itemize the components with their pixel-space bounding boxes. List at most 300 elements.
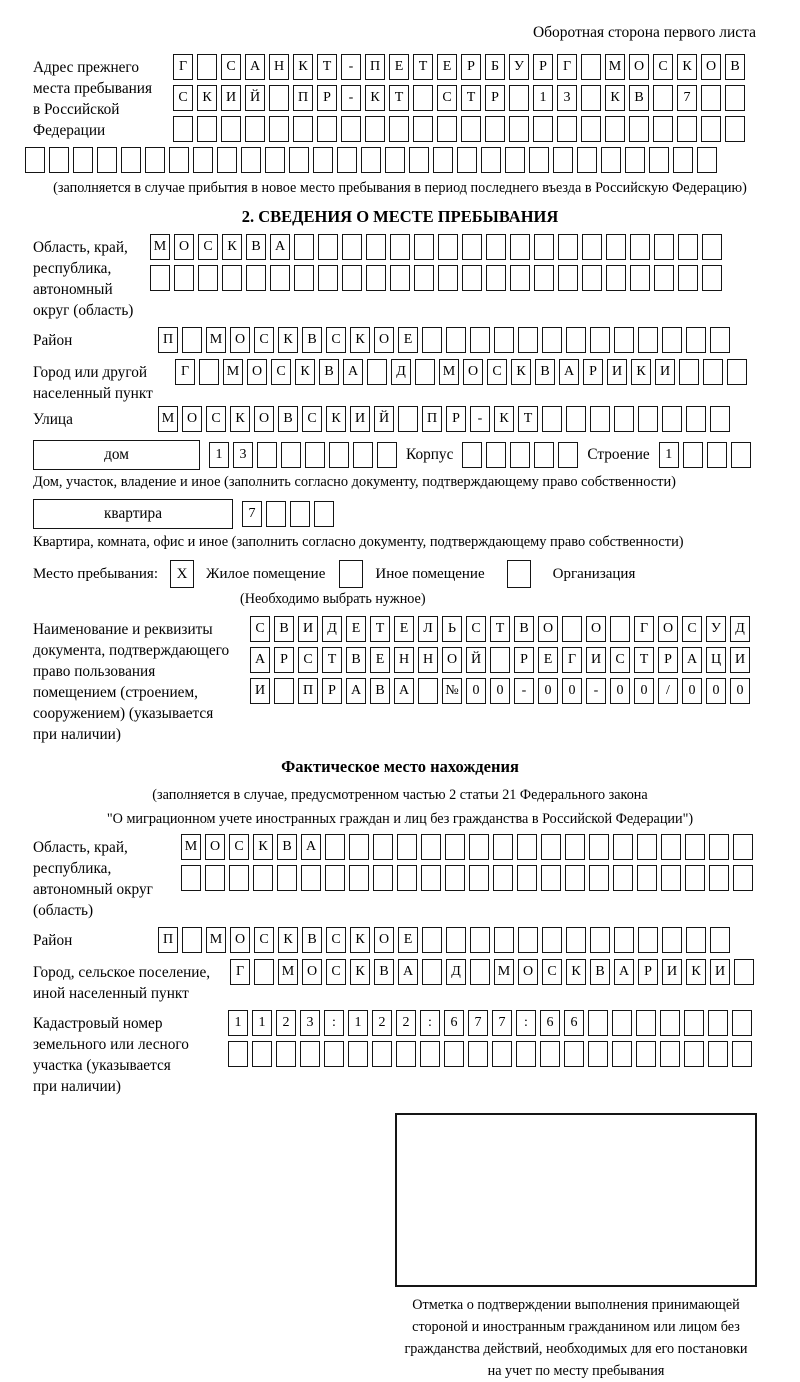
char-box[interactable]: 1 (209, 442, 229, 468)
char-box[interactable]: 1 (228, 1010, 248, 1036)
char-box[interactable]: К (278, 327, 298, 353)
char-box[interactable] (445, 834, 465, 860)
char-box[interactable] (469, 834, 489, 860)
char-box[interactable] (265, 147, 285, 173)
char-box[interactable] (481, 147, 501, 173)
char-box[interactable]: К (365, 85, 385, 111)
char-box[interactable]: А (682, 647, 702, 673)
char-box[interactable] (612, 1010, 632, 1036)
char-box[interactable] (174, 265, 194, 291)
char-box[interactable]: И (730, 647, 750, 673)
char-box[interactable] (589, 834, 609, 860)
char-box[interactable] (558, 234, 578, 260)
char-box[interactable]: Р (322, 678, 342, 704)
char-box[interactable] (581, 116, 601, 142)
char-box[interactable]: Т (413, 54, 433, 80)
char-box[interactable]: 3 (300, 1010, 320, 1036)
kvartira-type-box[interactable]: квартира (33, 499, 233, 529)
char-box[interactable] (637, 865, 657, 891)
char-box[interactable] (582, 234, 602, 260)
char-box[interactable] (562, 616, 582, 642)
char-box[interactable]: С (254, 327, 274, 353)
char-box[interactable]: С (250, 616, 270, 642)
char-box[interactable]: Е (346, 616, 366, 642)
char-box[interactable] (422, 927, 442, 953)
char-box[interactable]: К (350, 327, 370, 353)
char-box[interactable]: В (278, 406, 298, 432)
char-box[interactable]: М (494, 959, 514, 985)
char-box[interactable] (373, 834, 393, 860)
char-box[interactable]: В (374, 959, 394, 985)
char-box[interactable] (590, 406, 610, 432)
char-box[interactable] (660, 1041, 680, 1067)
char-box[interactable] (470, 927, 490, 953)
char-box[interactable]: Д (391, 359, 411, 385)
char-box[interactable] (540, 1041, 560, 1067)
char-box[interactable] (697, 147, 717, 173)
char-box[interactable]: 0 (682, 678, 702, 704)
char-box[interactable] (625, 147, 645, 173)
char-box[interactable] (614, 327, 634, 353)
char-box[interactable]: 0 (538, 678, 558, 704)
char-box[interactable]: 1 (252, 1010, 272, 1036)
char-box[interactable]: К (197, 85, 217, 111)
char-box[interactable]: В (302, 327, 322, 353)
char-box[interactable] (494, 927, 514, 953)
char-box[interactable]: 7 (242, 501, 262, 527)
char-box[interactable] (353, 442, 373, 468)
char-box[interactable]: О (658, 616, 678, 642)
char-box[interactable]: А (559, 359, 579, 385)
char-box[interactable] (605, 116, 625, 142)
char-box[interactable]: Е (398, 927, 418, 953)
char-box[interactable] (581, 85, 601, 111)
char-box[interactable] (581, 54, 601, 80)
char-box[interactable] (413, 85, 433, 111)
char-box[interactable] (421, 865, 441, 891)
char-box[interactable]: Г (175, 359, 195, 385)
char-box[interactable]: 0 (562, 678, 582, 704)
char-box[interactable]: 0 (466, 678, 486, 704)
char-box[interactable]: П (293, 85, 313, 111)
char-box[interactable]: Н (269, 54, 289, 80)
char-box[interactable]: Т (490, 616, 510, 642)
char-box[interactable] (325, 865, 345, 891)
char-box[interactable] (446, 927, 466, 953)
char-box[interactable] (708, 1010, 728, 1036)
char-box[interactable]: 6 (564, 1010, 584, 1036)
char-box[interactable]: - (341, 85, 361, 111)
char-box[interactable] (614, 927, 634, 953)
char-box[interactable]: - (470, 406, 490, 432)
char-box[interactable] (485, 116, 505, 142)
char-box[interactable] (361, 147, 381, 173)
char-box[interactable] (610, 616, 630, 642)
char-box[interactable]: 6 (540, 1010, 560, 1036)
char-box[interactable] (505, 147, 525, 173)
char-box[interactable] (565, 865, 585, 891)
char-box[interactable]: К (686, 959, 706, 985)
char-box[interactable] (169, 147, 189, 173)
char-box[interactable]: Р (317, 85, 337, 111)
char-box[interactable] (349, 834, 369, 860)
char-box[interactable] (732, 1041, 752, 1067)
char-box[interactable] (274, 678, 294, 704)
char-box[interactable] (541, 865, 561, 891)
char-box[interactable] (701, 116, 721, 142)
char-box[interactable]: П (158, 927, 178, 953)
char-box[interactable] (396, 1041, 416, 1067)
char-box[interactable] (509, 85, 529, 111)
char-box[interactable] (49, 147, 69, 173)
char-box[interactable] (606, 265, 626, 291)
char-box[interactable] (266, 501, 286, 527)
char-box[interactable]: К (253, 834, 273, 860)
char-box[interactable]: А (398, 959, 418, 985)
char-box[interactable]: С (221, 54, 241, 80)
char-box[interactable]: А (343, 359, 363, 385)
char-box[interactable]: П (298, 678, 318, 704)
char-box[interactable] (348, 1041, 368, 1067)
checkbox-other-premises[interactable] (339, 560, 363, 588)
char-box[interactable]: Г (562, 647, 582, 673)
char-box[interactable] (606, 234, 626, 260)
char-box[interactable] (612, 1041, 632, 1067)
char-box[interactable]: Р (514, 647, 534, 673)
char-box[interactable]: С (682, 616, 702, 642)
char-box[interactable] (701, 85, 721, 111)
char-box[interactable] (390, 265, 410, 291)
char-box[interactable]: О (302, 959, 322, 985)
char-box[interactable] (679, 359, 699, 385)
char-box[interactable] (683, 442, 703, 468)
char-box[interactable] (582, 265, 602, 291)
char-box[interactable] (313, 147, 333, 173)
char-box[interactable]: С (206, 406, 226, 432)
char-box[interactable] (516, 1041, 536, 1067)
char-box[interactable] (397, 865, 417, 891)
char-box[interactable] (662, 927, 682, 953)
char-box[interactable]: Р (274, 647, 294, 673)
char-box[interactable]: В (535, 359, 555, 385)
char-box[interactable] (529, 147, 549, 173)
char-box[interactable]: 7 (468, 1010, 488, 1036)
char-box[interactable] (342, 265, 362, 291)
char-box[interactable]: Г (634, 616, 654, 642)
char-box[interactable] (217, 147, 237, 173)
char-box[interactable]: С (610, 647, 630, 673)
char-box[interactable] (518, 327, 538, 353)
char-box[interactable]: К (230, 406, 250, 432)
char-box[interactable]: Т (370, 616, 390, 642)
char-box[interactable] (342, 234, 362, 260)
char-box[interactable]: Т (461, 85, 481, 111)
char-box[interactable] (654, 265, 674, 291)
char-box[interactable]: В (319, 359, 339, 385)
char-box[interactable] (193, 147, 213, 173)
char-box[interactable] (270, 265, 290, 291)
char-box[interactable]: К (222, 234, 242, 260)
char-box[interactable]: М (158, 406, 178, 432)
char-box[interactable] (222, 265, 242, 291)
char-box[interactable] (566, 406, 586, 432)
char-box[interactable] (365, 116, 385, 142)
char-box[interactable] (510, 265, 530, 291)
char-box[interactable]: В (302, 927, 322, 953)
char-box[interactable]: Г (557, 54, 577, 80)
char-box[interactable] (290, 501, 310, 527)
char-box[interactable] (709, 865, 729, 891)
char-box[interactable] (510, 234, 530, 260)
char-box[interactable]: В (514, 616, 534, 642)
char-box[interactable] (553, 147, 573, 173)
char-box[interactable]: В (346, 647, 366, 673)
char-box[interactable] (421, 834, 441, 860)
char-box[interactable] (590, 327, 610, 353)
char-box[interactable] (397, 834, 417, 860)
char-box[interactable]: М (206, 327, 226, 353)
char-box[interactable] (518, 927, 538, 953)
char-box[interactable]: М (181, 834, 201, 860)
char-box[interactable]: О (463, 359, 483, 385)
char-box[interactable] (413, 116, 433, 142)
char-box[interactable] (493, 865, 513, 891)
char-box[interactable] (649, 147, 669, 173)
char-box[interactable]: И (586, 647, 606, 673)
char-box[interactable]: К (494, 406, 514, 432)
char-box[interactable] (734, 959, 754, 985)
char-box[interactable]: А (614, 959, 634, 985)
char-box[interactable]: Р (638, 959, 658, 985)
char-box[interactable] (415, 359, 435, 385)
char-box[interactable] (317, 116, 337, 142)
char-box[interactable] (398, 406, 418, 432)
char-box[interactable] (638, 927, 658, 953)
char-box[interactable] (366, 265, 386, 291)
char-box[interactable]: С (229, 834, 249, 860)
char-box[interactable]: С (326, 327, 346, 353)
char-box[interactable] (182, 327, 202, 353)
char-box[interactable] (678, 234, 698, 260)
char-box[interactable] (703, 359, 723, 385)
char-box[interactable] (686, 406, 706, 432)
char-box[interactable]: 7 (492, 1010, 512, 1036)
char-box[interactable] (293, 116, 313, 142)
char-box[interactable]: В (590, 959, 610, 985)
char-box[interactable] (446, 327, 466, 353)
char-box[interactable]: В (277, 834, 297, 860)
char-box[interactable]: 6 (444, 1010, 464, 1036)
char-box[interactable]: С (487, 359, 507, 385)
char-box[interactable] (630, 265, 650, 291)
char-box[interactable] (685, 834, 705, 860)
char-box[interactable] (630, 234, 650, 260)
char-box[interactable] (660, 1010, 680, 1036)
char-box[interactable] (254, 959, 274, 985)
char-box[interactable]: Д (730, 616, 750, 642)
char-box[interactable]: И (298, 616, 318, 642)
char-box[interactable] (517, 834, 537, 860)
char-box[interactable] (349, 865, 369, 891)
char-box[interactable] (629, 116, 649, 142)
char-box[interactable] (494, 327, 514, 353)
char-box[interactable]: Б (485, 54, 505, 80)
char-box[interactable] (638, 406, 658, 432)
char-box[interactable] (314, 501, 334, 527)
char-box[interactable] (686, 927, 706, 953)
char-box[interactable]: У (509, 54, 529, 80)
char-box[interactable] (653, 85, 673, 111)
char-box[interactable]: С (466, 616, 486, 642)
char-box[interactable]: Й (245, 85, 265, 111)
char-box[interactable]: И (662, 959, 682, 985)
char-box[interactable]: Т (317, 54, 337, 80)
char-box[interactable]: Р (658, 647, 678, 673)
char-box[interactable]: П (422, 406, 442, 432)
char-box[interactable]: К (350, 927, 370, 953)
char-box[interactable]: Т (322, 647, 342, 673)
char-box[interactable] (702, 265, 722, 291)
char-box[interactable]: - (586, 678, 606, 704)
char-box[interactable]: Ь (442, 616, 462, 642)
char-box[interactable]: А (245, 54, 265, 80)
char-box[interactable] (564, 1041, 584, 1067)
char-box[interactable]: Г (230, 959, 250, 985)
char-box[interactable] (444, 1041, 464, 1067)
char-box[interactable]: : (516, 1010, 536, 1036)
char-box[interactable] (197, 54, 217, 80)
char-box[interactable]: 0 (490, 678, 510, 704)
char-box[interactable]: В (629, 85, 649, 111)
char-box[interactable]: В (246, 234, 266, 260)
char-box[interactable]: О (538, 616, 558, 642)
char-box[interactable] (199, 359, 219, 385)
char-box[interactable] (229, 865, 249, 891)
char-box[interactable] (534, 442, 554, 468)
char-box[interactable] (589, 865, 609, 891)
char-box[interactable]: Т (634, 647, 654, 673)
char-box[interactable] (566, 927, 586, 953)
char-box[interactable] (414, 265, 434, 291)
char-box[interactable] (710, 406, 730, 432)
char-box[interactable] (733, 834, 753, 860)
char-box[interactable] (661, 865, 681, 891)
char-box[interactable]: М (439, 359, 459, 385)
char-box[interactable] (588, 1010, 608, 1036)
char-box[interactable] (329, 442, 349, 468)
char-box[interactable] (341, 116, 361, 142)
char-box[interactable] (588, 1041, 608, 1067)
char-box[interactable]: 0 (610, 678, 630, 704)
char-box[interactable] (684, 1010, 704, 1036)
char-box[interactable] (462, 442, 482, 468)
char-box[interactable]: Н (418, 647, 438, 673)
char-box[interactable]: К (605, 85, 625, 111)
char-box[interactable] (324, 1041, 344, 1067)
char-box[interactable]: О (230, 927, 250, 953)
char-box[interactable] (684, 1041, 704, 1067)
char-box[interactable]: М (278, 959, 298, 985)
char-box[interactable]: И (221, 85, 241, 111)
char-box[interactable] (509, 116, 529, 142)
char-box[interactable] (541, 834, 561, 860)
char-box[interactable]: С (198, 234, 218, 260)
char-box[interactable] (710, 327, 730, 353)
char-box[interactable] (246, 265, 266, 291)
char-box[interactable] (269, 85, 289, 111)
char-box[interactable] (725, 85, 745, 111)
char-box[interactable] (197, 116, 217, 142)
char-box[interactable] (367, 359, 387, 385)
char-box[interactable]: О (230, 327, 250, 353)
char-box[interactable]: Ц (706, 647, 726, 673)
char-box[interactable] (409, 147, 429, 173)
char-box[interactable] (702, 234, 722, 260)
char-box[interactable]: О (442, 647, 462, 673)
char-box[interactable] (637, 834, 657, 860)
char-box[interactable]: Р (446, 406, 466, 432)
char-box[interactable]: 2 (372, 1010, 392, 1036)
char-box[interactable] (468, 1041, 488, 1067)
char-box[interactable]: 0 (634, 678, 654, 704)
char-box[interactable]: В (370, 678, 390, 704)
char-box[interactable]: 0 (706, 678, 726, 704)
char-box[interactable] (636, 1041, 656, 1067)
char-box[interactable]: 1 (659, 442, 679, 468)
checkbox-organization[interactable] (507, 560, 531, 588)
char-box[interactable] (25, 147, 45, 173)
char-box[interactable] (276, 1041, 296, 1067)
char-box[interactable]: О (174, 234, 194, 260)
char-box[interactable] (565, 834, 585, 860)
char-box[interactable]: Д (322, 616, 342, 642)
char-box[interactable] (438, 234, 458, 260)
char-box[interactable]: О (586, 616, 606, 642)
char-box[interactable]: В (274, 616, 294, 642)
char-box[interactable] (228, 1041, 248, 1067)
char-box[interactable] (707, 442, 727, 468)
char-box[interactable] (510, 442, 530, 468)
char-box[interactable] (710, 927, 730, 953)
char-box[interactable] (613, 834, 633, 860)
char-box[interactable] (486, 442, 506, 468)
char-box[interactable] (337, 147, 357, 173)
char-box[interactable]: И (350, 406, 370, 432)
char-box[interactable] (420, 1041, 440, 1067)
char-box[interactable] (542, 327, 562, 353)
char-box[interactable] (422, 327, 442, 353)
char-box[interactable]: Т (518, 406, 538, 432)
char-box[interactable] (557, 116, 577, 142)
char-box[interactable]: : (420, 1010, 440, 1036)
char-box[interactable] (662, 327, 682, 353)
char-box[interactable] (245, 116, 265, 142)
char-box[interactable] (558, 442, 578, 468)
char-box[interactable] (300, 1041, 320, 1067)
char-box[interactable]: Й (374, 406, 394, 432)
char-box[interactable]: П (365, 54, 385, 80)
char-box[interactable] (613, 865, 633, 891)
char-box[interactable]: / (658, 678, 678, 704)
char-box[interactable]: В (725, 54, 745, 80)
char-box[interactable] (241, 147, 261, 173)
char-box[interactable] (289, 147, 309, 173)
char-box[interactable]: С (173, 85, 193, 111)
char-box[interactable]: 1 (348, 1010, 368, 1036)
char-box[interactable]: С (542, 959, 562, 985)
char-box[interactable] (725, 116, 745, 142)
char-box[interactable]: 1 (533, 85, 553, 111)
